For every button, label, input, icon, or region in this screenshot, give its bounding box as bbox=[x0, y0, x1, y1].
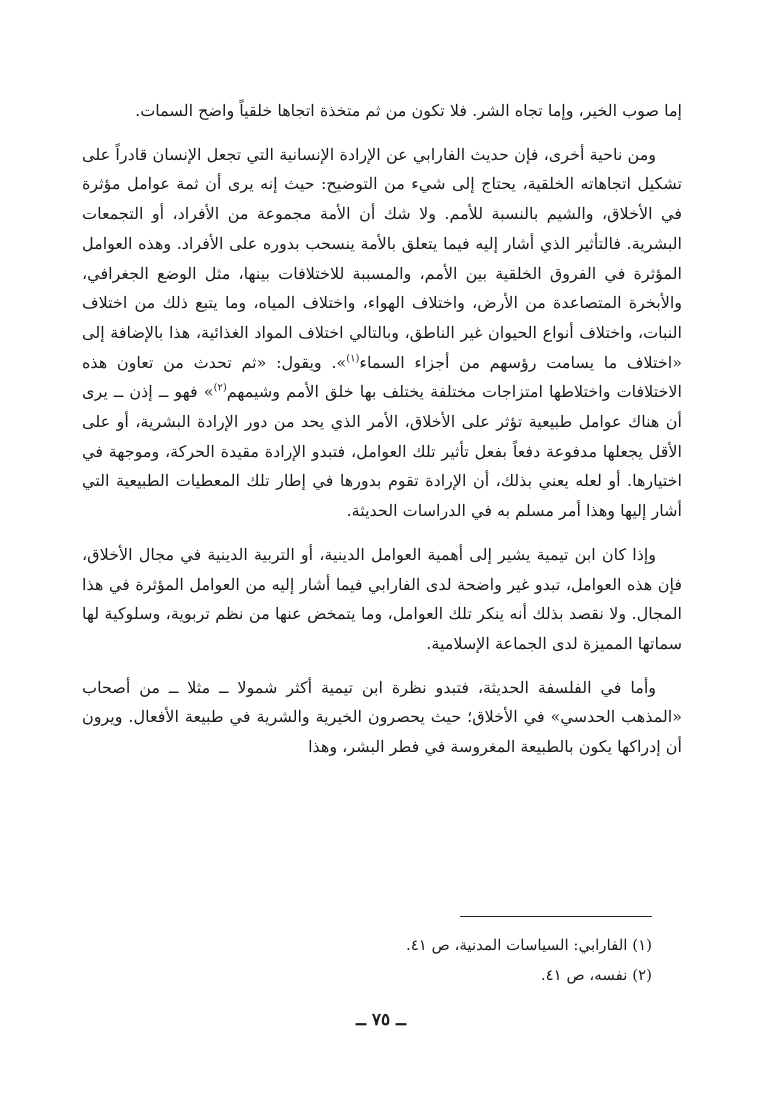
paragraph-2 bbox=[82, 140, 682, 526]
footnote-separator bbox=[460, 916, 652, 917]
paragraph-3: وإذا كان ابن تيمية يشير إلى أهمية العوامل الدينية، أو التربية الدينية في مجال الأخلاق، فإن هذه العوامل، تبدو غير واضحة لدى الفارابي فيما أشار إليه من العوامل المؤثرة في هذا المجال. ولا نقصد بذلك أنه ينكر تلك العوامل، وما يتمخض عنها من نظم تربوية، وسلوكية لها سماتها المميزة لدى الجماعة الإسلامية. bbox=[82, 544, 682, 653]
footnote-2: (٢) نفسه، ص ٤١. bbox=[540, 966, 652, 984]
paragraph-1: إما صوب الخير، وإما تجاه الشر. فلا تكون من ثم متخذة اتجاها خلقياً واضح السمات. bbox=[135, 101, 682, 120]
footnote-1: (١) الفارابي: السياسات المدنية، ص ٤١. bbox=[405, 936, 652, 954]
footnote-ref-1: (١) bbox=[346, 353, 360, 365]
paragraph-2-part-c: » فهو ــ إذن ــ يرى أن هناك عوامل طبيعية تؤثر على الأخلاق، الأمر الذي يحد من دور الإرادة البشرية، أو على الأقل يجعلها مدفوعة دفعاً بفعل تأثير تلك العوامل، فتبدو الإرادة مقيدة الحركة، وموجهة في اختيارها. أو لعله يعني بذلك، أن الإرادة تقوم بدورها في إطار تلك المعطيات الطبيعية التي أشار إليها وهذا أمر مسلم به في الدراسات الحديثة. bbox=[82, 382, 682, 521]
body-text bbox=[82, 96, 682, 762]
paragraph-2-part-b: ». ويقول: «ثم تحدث من تعاون هذه الاختلافات واختلاطها امتزاجات مختلفة يختلف بها خلق الأمم وشيمهم bbox=[82, 352, 682, 402]
paragraph-2-part-a: ومن ناحية أخرى، فإن حديث الفارابي عن الإرادة الإنسانية التي تجعل الإنسان قادراً على تشكيل اتجاهاته الخلقية، يحتاج إلى شيء من التوضيح: حيث إنه يرى أن ثمة عوامل مؤثرة في الأخلاق، والشيم بالنسبة للأمم. ولا شك أن الأمة مجموعة من الأفراد، أو التجمعات البشرية. فالتأثير الذي أشار إليه فيما يتعلق بالأمة ينسحب بدوره على الأفراد. وهذه العوامل المؤثرة في الفروق الخلقية بين الأمم، والمسببة للاختلافات بينها، مثل الوضع الجغرافي، والأبخرة المتصاعدة من الأرض، واختلاف الهواء، واختلاف المياه، وما يتبع ذلك من اختلاف النبات، واختلاف أنواع الحيوان غير الناطق، وبالتالي اختلاف المواد الغذائية، هذا بالإضافة إلى «اختلاف ما يسامت رؤسهم من أجزاء السماء bbox=[82, 144, 683, 372]
paragraph-4: وأما في الفلسفة الحديثة، فتبدو نظرة ابن تيمية أكثر شمولا ــ مثلا ــ من أصحاب «المذهب الحدسي» في الأخلاق؛ حيث يحصرون الخيرية والشرية في طبيعة الأفعال. ويرون أن إدراكها يكون بالطبيعة المغروسة في فطر البشر، وهذا bbox=[82, 677, 682, 757]
page-number: ــ ٧٥ ــ bbox=[355, 1010, 407, 1030]
footnotes bbox=[120, 930, 652, 990]
footnote-ref-2: (٢) bbox=[213, 383, 227, 394]
